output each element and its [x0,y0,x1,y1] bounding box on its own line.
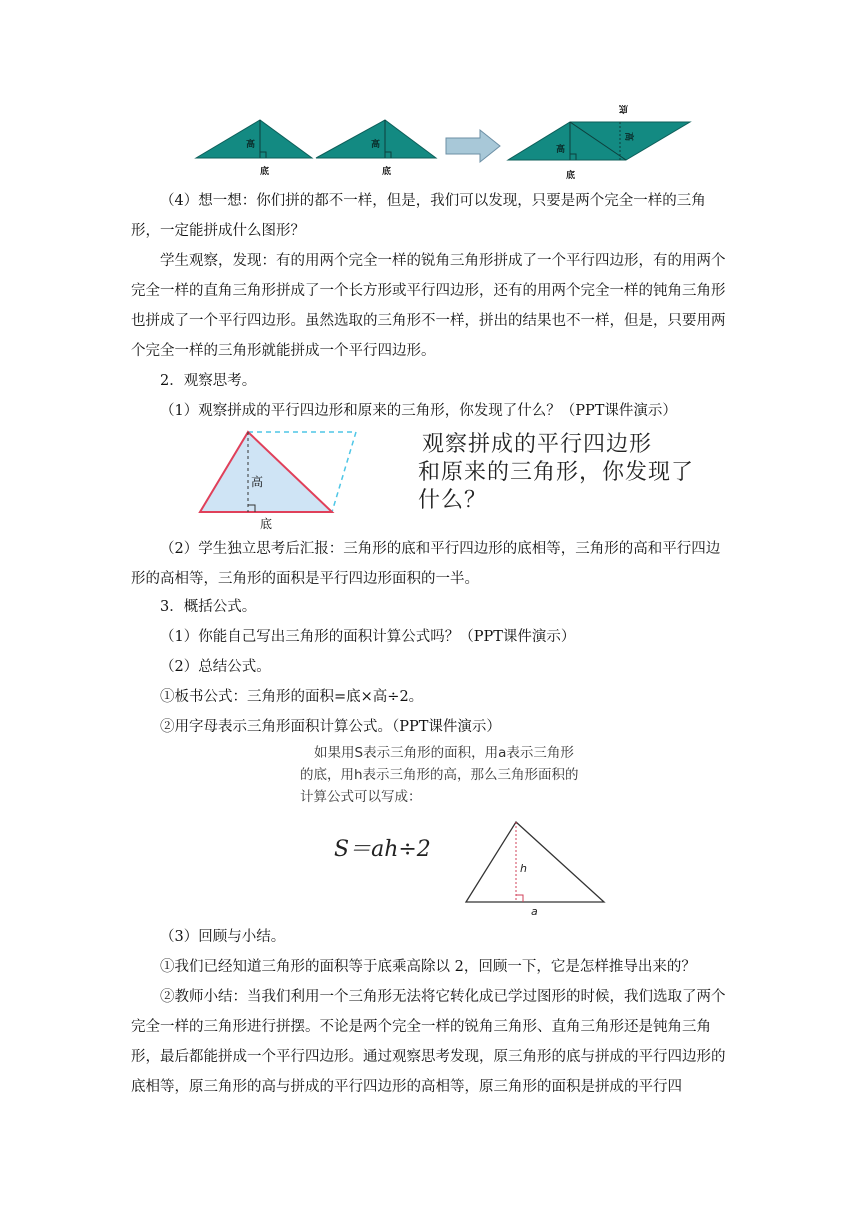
triangle-1-base-label: 底 [260,167,270,177]
review-question: ①我们已经知道三角形的面积等于底乘高除以 2，回顾一下，它是怎样推导出来的？ [160,959,696,975]
question-4-line1: （4）想一想：你们拼的都不一样，但是，我们可以发现，只要是两个完全一样的三角 [160,193,706,209]
figure2-svg [196,428,396,532]
figure3-h-label: h [520,862,527,875]
figure2-caption-line3: 什么？ [418,488,488,513]
question-3-1: （1）你能自己写出三角形的面积计算公式吗？（PPT课件演示） [160,629,576,645]
question-2-1: （1）观察拼成的平行四边形和原来的三角形，你发现了什么？（PPT课件演示） [160,403,677,419]
figure2-caption-line2: 和原来的三角形，你发现了 [418,460,695,485]
figure1-svg [190,98,700,188]
parallelogram-top-base-label: 底 [618,103,628,113]
figure2-base-label: 底 [260,517,273,531]
figure2-height-label: 高 [251,475,264,489]
student-report-paragraph: （2）学生独立思考后汇报：三角形的底和平行四边形的底相等，三角形的高和平行四边形的高相等，三角形的面积是平行四边形面积的一半。 [131,541,721,587]
question-3-2: （2）总结公式。 [160,659,271,675]
figure3-triangle-svg [464,820,614,918]
parallelogram-base-label: 底 [566,171,576,181]
formula-letters-line: ②用字母表示三角形面积计算公式。（PPT课件演示） [160,719,501,735]
teacher-summary-paragraph: ②教师小结：当我们利用一个三角形无法将它转化成已学过图形的时候，我们选取了两个完全一样的三角形进行拼摆。不论是两个完全一样的锐角三角形、直角三角形还是钝角三角形，最后都能拼成一个平行四边形。通过观察思考发现，原三角形的底与拼成的平行四边形的底相等，原三角形的高与拼成的平行四边形的高相等，原三角形的面积是拼成的平行四 [131,989,726,1095]
triangles-to-parallelogram-figure [190,98,700,188]
original-triangle [200,432,332,512]
area-formula: S＝ah÷2 [334,837,431,862]
parallelogram-height-label: 高 [556,145,566,155]
section-3-heading: 3．概括公式。 [160,599,257,615]
figure3-text-line3: 计算公式可以写成： [300,789,422,805]
triangle-2 [316,120,436,158]
section-2-heading: 2．观察思考。 [160,373,257,389]
question-4-line2: 形，一定能拼成什么图形？ [131,223,305,239]
area-formula-figure [300,742,620,918]
triangle-2-height-label: 高 [371,140,381,150]
triangle-1 [196,120,312,158]
figure3-text-line1: 如果用S表示三角形的面积，用a表示三角形 [314,745,574,761]
formula-board-line: ①板书公式：三角形的面积=底×高÷2。 [160,689,424,705]
parallelogram [508,122,690,160]
figure3-text-line2: 的底，用h表示三角形的高，那么三角形面积的 [300,767,579,783]
student-observation-paragraph: 学生观察，发现：有的用两个完全一样的锐角三角形拼成了一个平行四边形，有的用两个完全一样的直角三角形拼成了一个长方形或平行四边形，还有的用两个完全一样的钝角三角形也拼成了一个平行四边形。虽然选取的三角形不一样，拼出的结果也不一样，但是，只要用两个完全一样的三角形就能拼成一个平行四边形。 [131,253,726,359]
figure3-triangle [466,822,604,902]
right-arrow-icon [446,130,500,162]
figure3-a-label: a [531,905,538,918]
review-heading: （3）回顾与小结。 [160,929,286,945]
figure2-caption-line1: 观察拼成的平行四边形 [422,432,653,457]
triangle-1-height-label: 高 [246,140,256,150]
triangle-parallelogram-figure [196,428,696,532]
triangle-2-base-label: 底 [382,167,392,177]
parallelogram-rotated-height-label: 高 [623,132,633,142]
